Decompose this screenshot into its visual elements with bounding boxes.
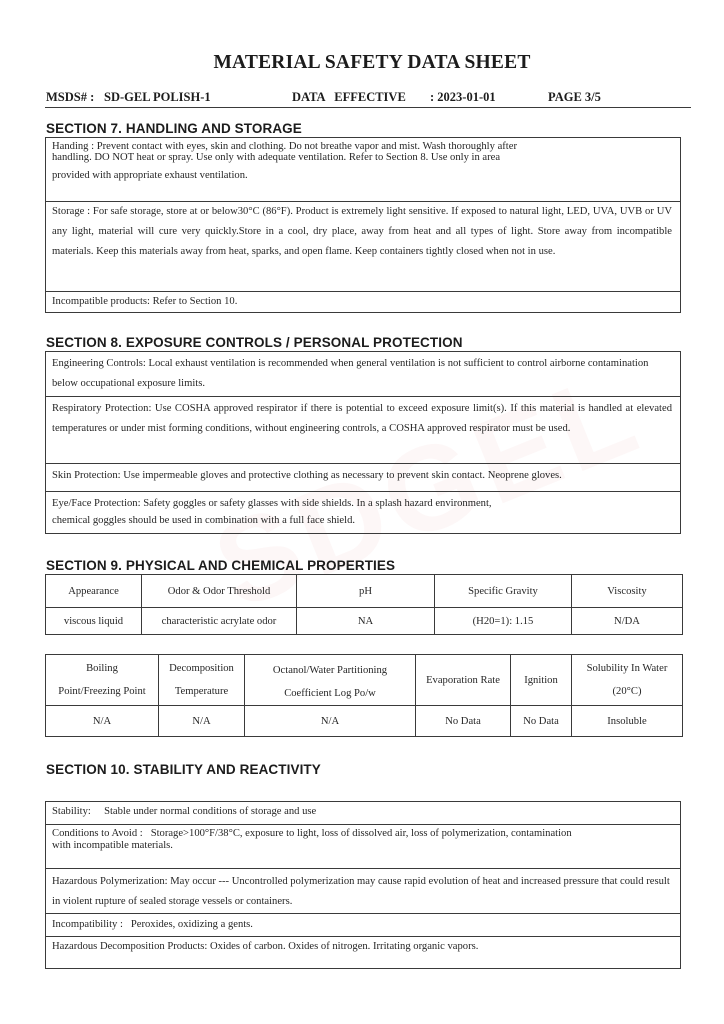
section-8-title: SECTION 8. EXPOSURE CONTROLS / PERSONAL PROTECTION xyxy=(46,335,463,350)
header-ignition xyxy=(511,655,572,706)
document-title: MATERIAL SAFETY DATA SHEET xyxy=(213,52,531,73)
engineering-controls-row xyxy=(46,352,680,396)
header-octanol-line-1: Octanol/Water Partitioning xyxy=(272,665,388,676)
section-9-title: SECTION 9. PHYSICAL AND CHEMICAL PROPERTIES xyxy=(46,558,396,573)
handling-line-1: Handing : Prevent contact with eyes, skin and clothing. Do not breathe vapor and mist. Wash thoroughly after xyxy=(52,141,517,152)
hazardous-decomposition-text: Hazardous Decomposition Products: Oxides of carbon. Oxides of nitrogen. Irritating organic vapors. xyxy=(52,941,479,952)
section-10-box xyxy=(45,801,681,969)
value-decomposition-temperature: N/A xyxy=(159,706,245,737)
hazardous-decomposition-row xyxy=(46,936,680,969)
header-octanol-water xyxy=(245,655,416,706)
date-effective-value: : 2023-01-01 xyxy=(430,90,496,104)
engineering-controls-text: Engineering Controls: Local exhaust ventilation is recommended when general ventilation is not sufficient to control airborne contamination below occupational exposure limits. xyxy=(52,358,649,389)
conditions-to-avoid-line-1: Conditions to Avoid : Storage>100°F/38°C, exposure to light, loss of dissolved air, loss of polymerization, contamination xyxy=(52,828,572,839)
value-viscosity: N/DA xyxy=(572,608,683,635)
header-ph: pH xyxy=(297,575,435,608)
respiratory-protection-text: Respiratory Protection: Use COSHA approved respirator if there is potential to exceed exposure limit(s). If this material is handled at elevated temperatures or under mist forming conditions, without engineering controls, a COSHA approved respirator must be used. xyxy=(52,403,672,434)
header-viscosity: Viscosity xyxy=(572,575,683,608)
header-specific-gravity: Specific Gravity xyxy=(435,575,572,608)
stability-row xyxy=(46,802,680,824)
date-effective-label: DATA EFFECTIVE xyxy=(292,90,406,104)
handling-line-2: handling. DO NOT heat or spray. Use only with adequate ventilation. Refer to Section 8. Use only in area xyxy=(52,152,501,163)
header-boiling-point-line-2: Point/Freezing Point xyxy=(58,686,146,697)
properties-table-2 xyxy=(45,654,683,737)
storage-text: Storage : For safe storage, store at or below30°C (86°F). Product is extremely light sensitive. If exposed to natural light, LED, UVA, UVB or UV any light, material will cure very quickly.Store in a cool, dry place, away from heat and all types of light. Store away from incompatible materials. Keep this materials away from heat, sparks, and open flame. Keep containers tightly closed when not in use. xyxy=(52,206,672,257)
value-evaporation-rate: No Data xyxy=(416,706,511,737)
eye-face-protection-row xyxy=(46,491,680,534)
value-ph: NA xyxy=(297,608,435,635)
storage-row xyxy=(46,201,680,291)
msds-label: MSDS# : xyxy=(46,90,95,104)
header-divider xyxy=(45,107,691,108)
eye-face-protection-line-1: Eye/Face Protection: Safety goggles or safety glasses with side shields. In a splash hazard environment, xyxy=(52,498,492,509)
incompatibility-text: Incompatibility : Peroxides, oxidizing a gents. xyxy=(52,919,253,930)
value-odor: characteristic acrylate odor xyxy=(142,608,297,635)
handling-row xyxy=(46,138,680,201)
header-ignition-label: Ignition xyxy=(524,674,558,686)
msds-value: SD-GEL POLISH-1 xyxy=(104,90,211,104)
value-boiling-point: N/A xyxy=(46,706,159,737)
section-7-title: SECTION 7. HANDLING AND STORAGE xyxy=(46,121,302,136)
respiratory-protection-row xyxy=(46,396,680,463)
properties-table-1 xyxy=(45,574,683,635)
hazardous-polymerization-row xyxy=(46,868,680,913)
value-solubility: Insoluble xyxy=(572,706,683,737)
conditions-to-avoid-row xyxy=(46,824,680,868)
header-decomposition-temperature xyxy=(159,655,245,706)
handling-line-3: provided with appropriate exhaust ventilation. xyxy=(52,170,248,181)
value-octanol-water: N/A xyxy=(245,706,416,737)
stability-text: Stability: Stable under normal conditions of storage and use xyxy=(52,806,317,817)
section-8-box xyxy=(45,351,681,534)
header-solubility-line-2: (20°C) xyxy=(612,686,642,697)
properties-table-2-header-row xyxy=(46,655,683,706)
eye-face-protection-line-2: chemical goggles should be used in combination with a full face shield. xyxy=(52,515,356,526)
header-solubility xyxy=(572,655,683,706)
page-number: PAGE 3/5 xyxy=(548,90,601,104)
header-decomposition-line-2: Temperature xyxy=(174,686,229,697)
properties-table-1-header-row xyxy=(46,575,683,608)
hazardous-polymerization-text: Hazardous Polymerization: May occur --- Uncontrolled polymerization may cause rapid evolution of heat and increased pressure that could result in violent rupture of sealed storage vessels or containers. xyxy=(52,876,670,907)
value-ignition: No Data xyxy=(511,706,572,737)
header-boiling-point xyxy=(46,655,159,706)
header-appearance: Appearance xyxy=(46,575,142,608)
value-specific-gravity: (H20=1): 1.15 xyxy=(435,608,572,635)
incompatible-products-row xyxy=(46,291,680,313)
properties-table-1-value-row xyxy=(46,608,683,635)
header-evaporation-rate-label: Evaporation Rate xyxy=(426,674,500,686)
document-meta-row xyxy=(46,90,690,108)
header-boiling-point-line-1: Boiling xyxy=(86,663,118,674)
skin-protection-row xyxy=(46,463,680,491)
section-7-box xyxy=(45,137,681,313)
section-10-title: SECTION 10. STABILITY AND REACTIVITY xyxy=(46,762,321,777)
properties-table-2-value-row xyxy=(46,706,683,737)
skin-protection-text: Skin Protection: Use impermeable gloves and protective clothing as necessary to prevent skin contact. Neoprene gloves. xyxy=(52,470,562,481)
incompatibility-row xyxy=(46,913,680,936)
header-odor: Odor & Odor Threshold xyxy=(142,575,297,608)
header-solubility-line-1: Solubility In Water xyxy=(586,663,668,674)
header-evaporation-rate xyxy=(416,655,511,706)
header-octanol-line-2: Coefficient Log Po/w xyxy=(284,688,376,699)
conditions-to-avoid-line-2: with incompatible materials. xyxy=(52,840,173,851)
incompatible-products-text: Incompatible products: Refer to Section 10. xyxy=(52,296,238,307)
value-appearance: viscous liquid xyxy=(46,608,142,635)
header-decomposition-line-1: Decomposition xyxy=(169,663,234,674)
